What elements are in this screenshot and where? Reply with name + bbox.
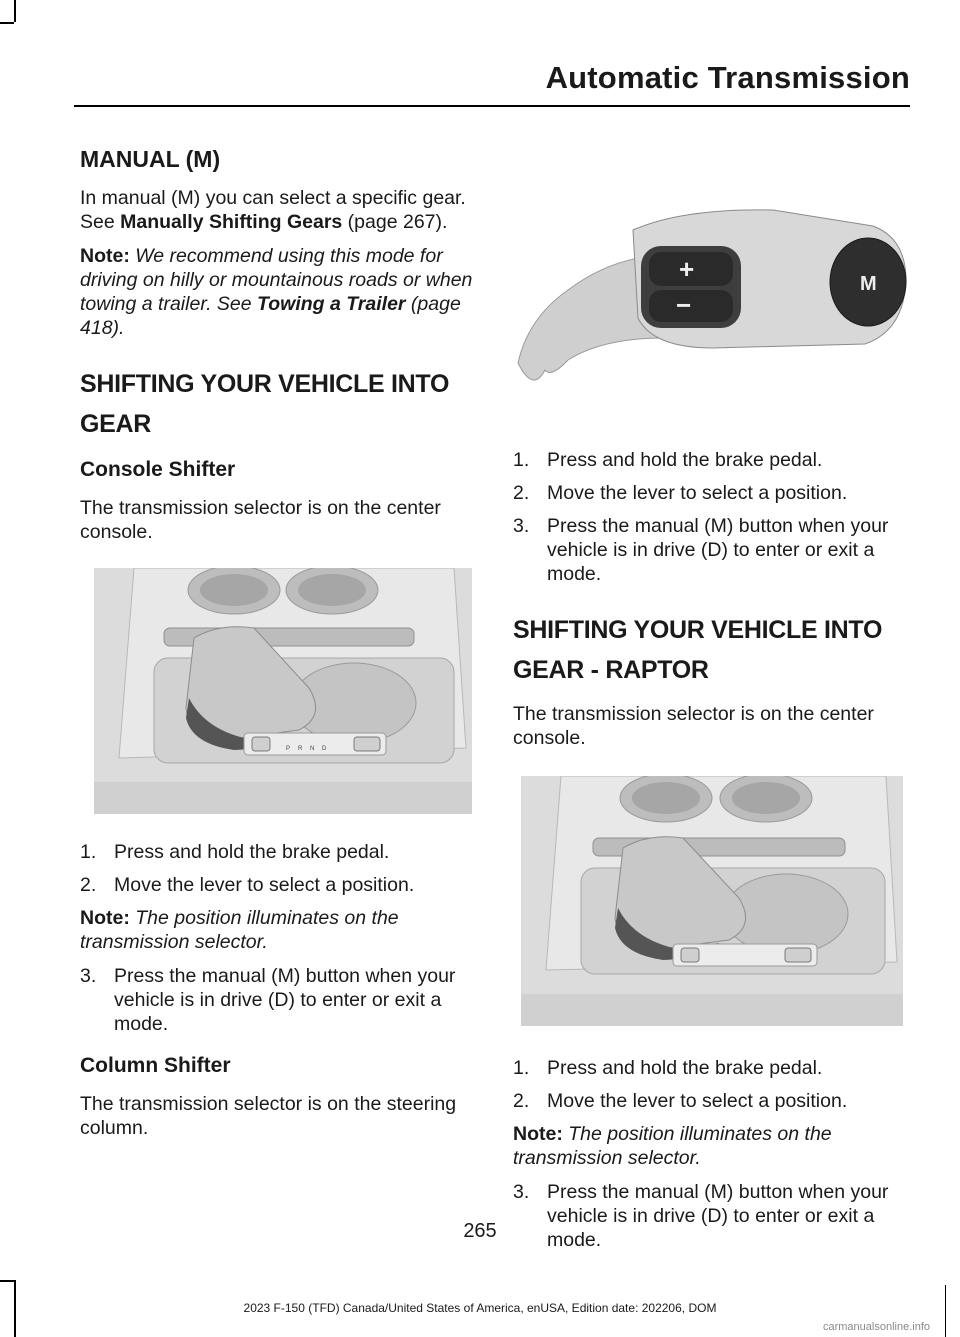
heading-line: SHIFTING YOUR VEHICLE INTO [513,616,883,644]
step-number: 1. [513,1057,530,1079]
note-label: Note: [80,907,130,929]
minus-icon: − [676,290,692,320]
console-shifter-illustration [94,568,472,814]
heading-line: SHIFTING YOUR VEHICLE INTO [80,370,450,398]
gear-letter-n: N [310,746,315,752]
step-text: Press the manual (M) button when your vehicle is in drive (D) to enter or exit a mode. [114,965,456,1035]
console-shifter-heading: Console Shifter [80,458,236,481]
gear-letter-d: D [322,746,327,752]
m-button-icon: M [860,273,877,295]
step-number: 3. [513,1181,530,1203]
watermark: carmanualsonline.info [822,1321,930,1333]
step-text: Press and hold the brake pedal. [547,1057,823,1079]
list-item [513,514,909,586]
left-column [80,140,476,1150]
column-shifter-heading: Column Shifter [80,1054,231,1077]
step-number: 1. [513,449,530,471]
right-column [513,208,909,1261]
step-text: Move the lever to select a position. [547,482,848,504]
step-number: 1. [80,841,97,863]
plus-icon: + [679,254,695,284]
step-text: Press and hold the brake pedal. [114,841,390,863]
page-header-title: Automatic Transmission [545,60,910,95]
console-paragraph: The transmission selector is on the center console. [80,497,441,543]
step-number: 2. [513,1090,530,1112]
raptor-shifter-illustration [521,776,903,1026]
column-shifter-illustration [513,198,909,428]
step-text: Press the manual (M) button when your vehicle is in drive (D) to enter or exit a mode. [547,515,889,585]
crop-mark [0,1280,14,1282]
step-text: Move the lever to select a position. [114,874,415,896]
step-text: Move the lever to select a position. [547,1090,848,1112]
manual-paragraph [80,186,476,234]
step-number: 3. [513,515,530,537]
manual-heading: MANUAL (M) [80,146,221,172]
list-item [513,481,909,505]
note-label: Note: [513,1123,563,1145]
step-number: 2. [513,482,530,504]
text: In manual (M) you can select a specific gear. See [80,187,466,233]
manually-shifting-gears-link[interactable]: Manually Shifting Gears [120,211,343,233]
list-item [513,448,909,472]
gear-letter-p: P [286,746,291,752]
document-footer: 2023 F-150 (TFD) Canada/United States of America, enUSA, Edition date: 202206, DOM [243,1301,717,1315]
step-text: Press the manual (M) button when your vehicle is in drive (D) to enter or exit a mode. [547,1181,889,1251]
note-text: We recommend using this mode for driving on hilly or mountainous roads or when towing a trailer. See [80,245,473,315]
page-number: 265 [463,1220,497,1242]
raptor-shifter-image [521,776,903,1026]
raptor-position-note [513,1122,909,1170]
crop-mark [0,22,14,24]
position-note [80,906,476,954]
column-shifter-image [513,198,909,428]
step-number: 3. [80,965,97,987]
step-text: Press and hold the brake pedal. [547,449,823,471]
note-text: (page 418). [80,293,461,339]
heading-line: GEAR - RAPTOR [513,656,709,684]
list-item [513,1056,909,1080]
gear-letter-r: R [298,746,303,752]
header-divider [74,105,910,107]
list-item [80,873,476,897]
column-paragraph: The transmission selector is on the steering column. [80,1093,457,1139]
towing-a-trailer-link[interactable]: Towing a Trailer [257,293,406,315]
note-label: Note: [80,245,130,267]
note-text: The position illuminates on the transmission selector. [80,907,399,953]
manual-note [80,244,476,340]
note-text: The position illuminates on the transmission selector. [513,1123,832,1169]
text: (page 267). [342,211,448,233]
step-number: 2. [80,874,97,896]
raptor-paragraph: The transmission selector is on the center console. [513,703,874,749]
crop-mark [14,0,16,22]
raptor-heading [513,610,909,690]
list-item [80,840,476,864]
list-item [80,964,476,1036]
console-shifter-image [94,568,472,814]
list-item [513,1089,909,1113]
heading-line: GEAR [80,410,152,438]
shifting-heading [80,364,476,444]
